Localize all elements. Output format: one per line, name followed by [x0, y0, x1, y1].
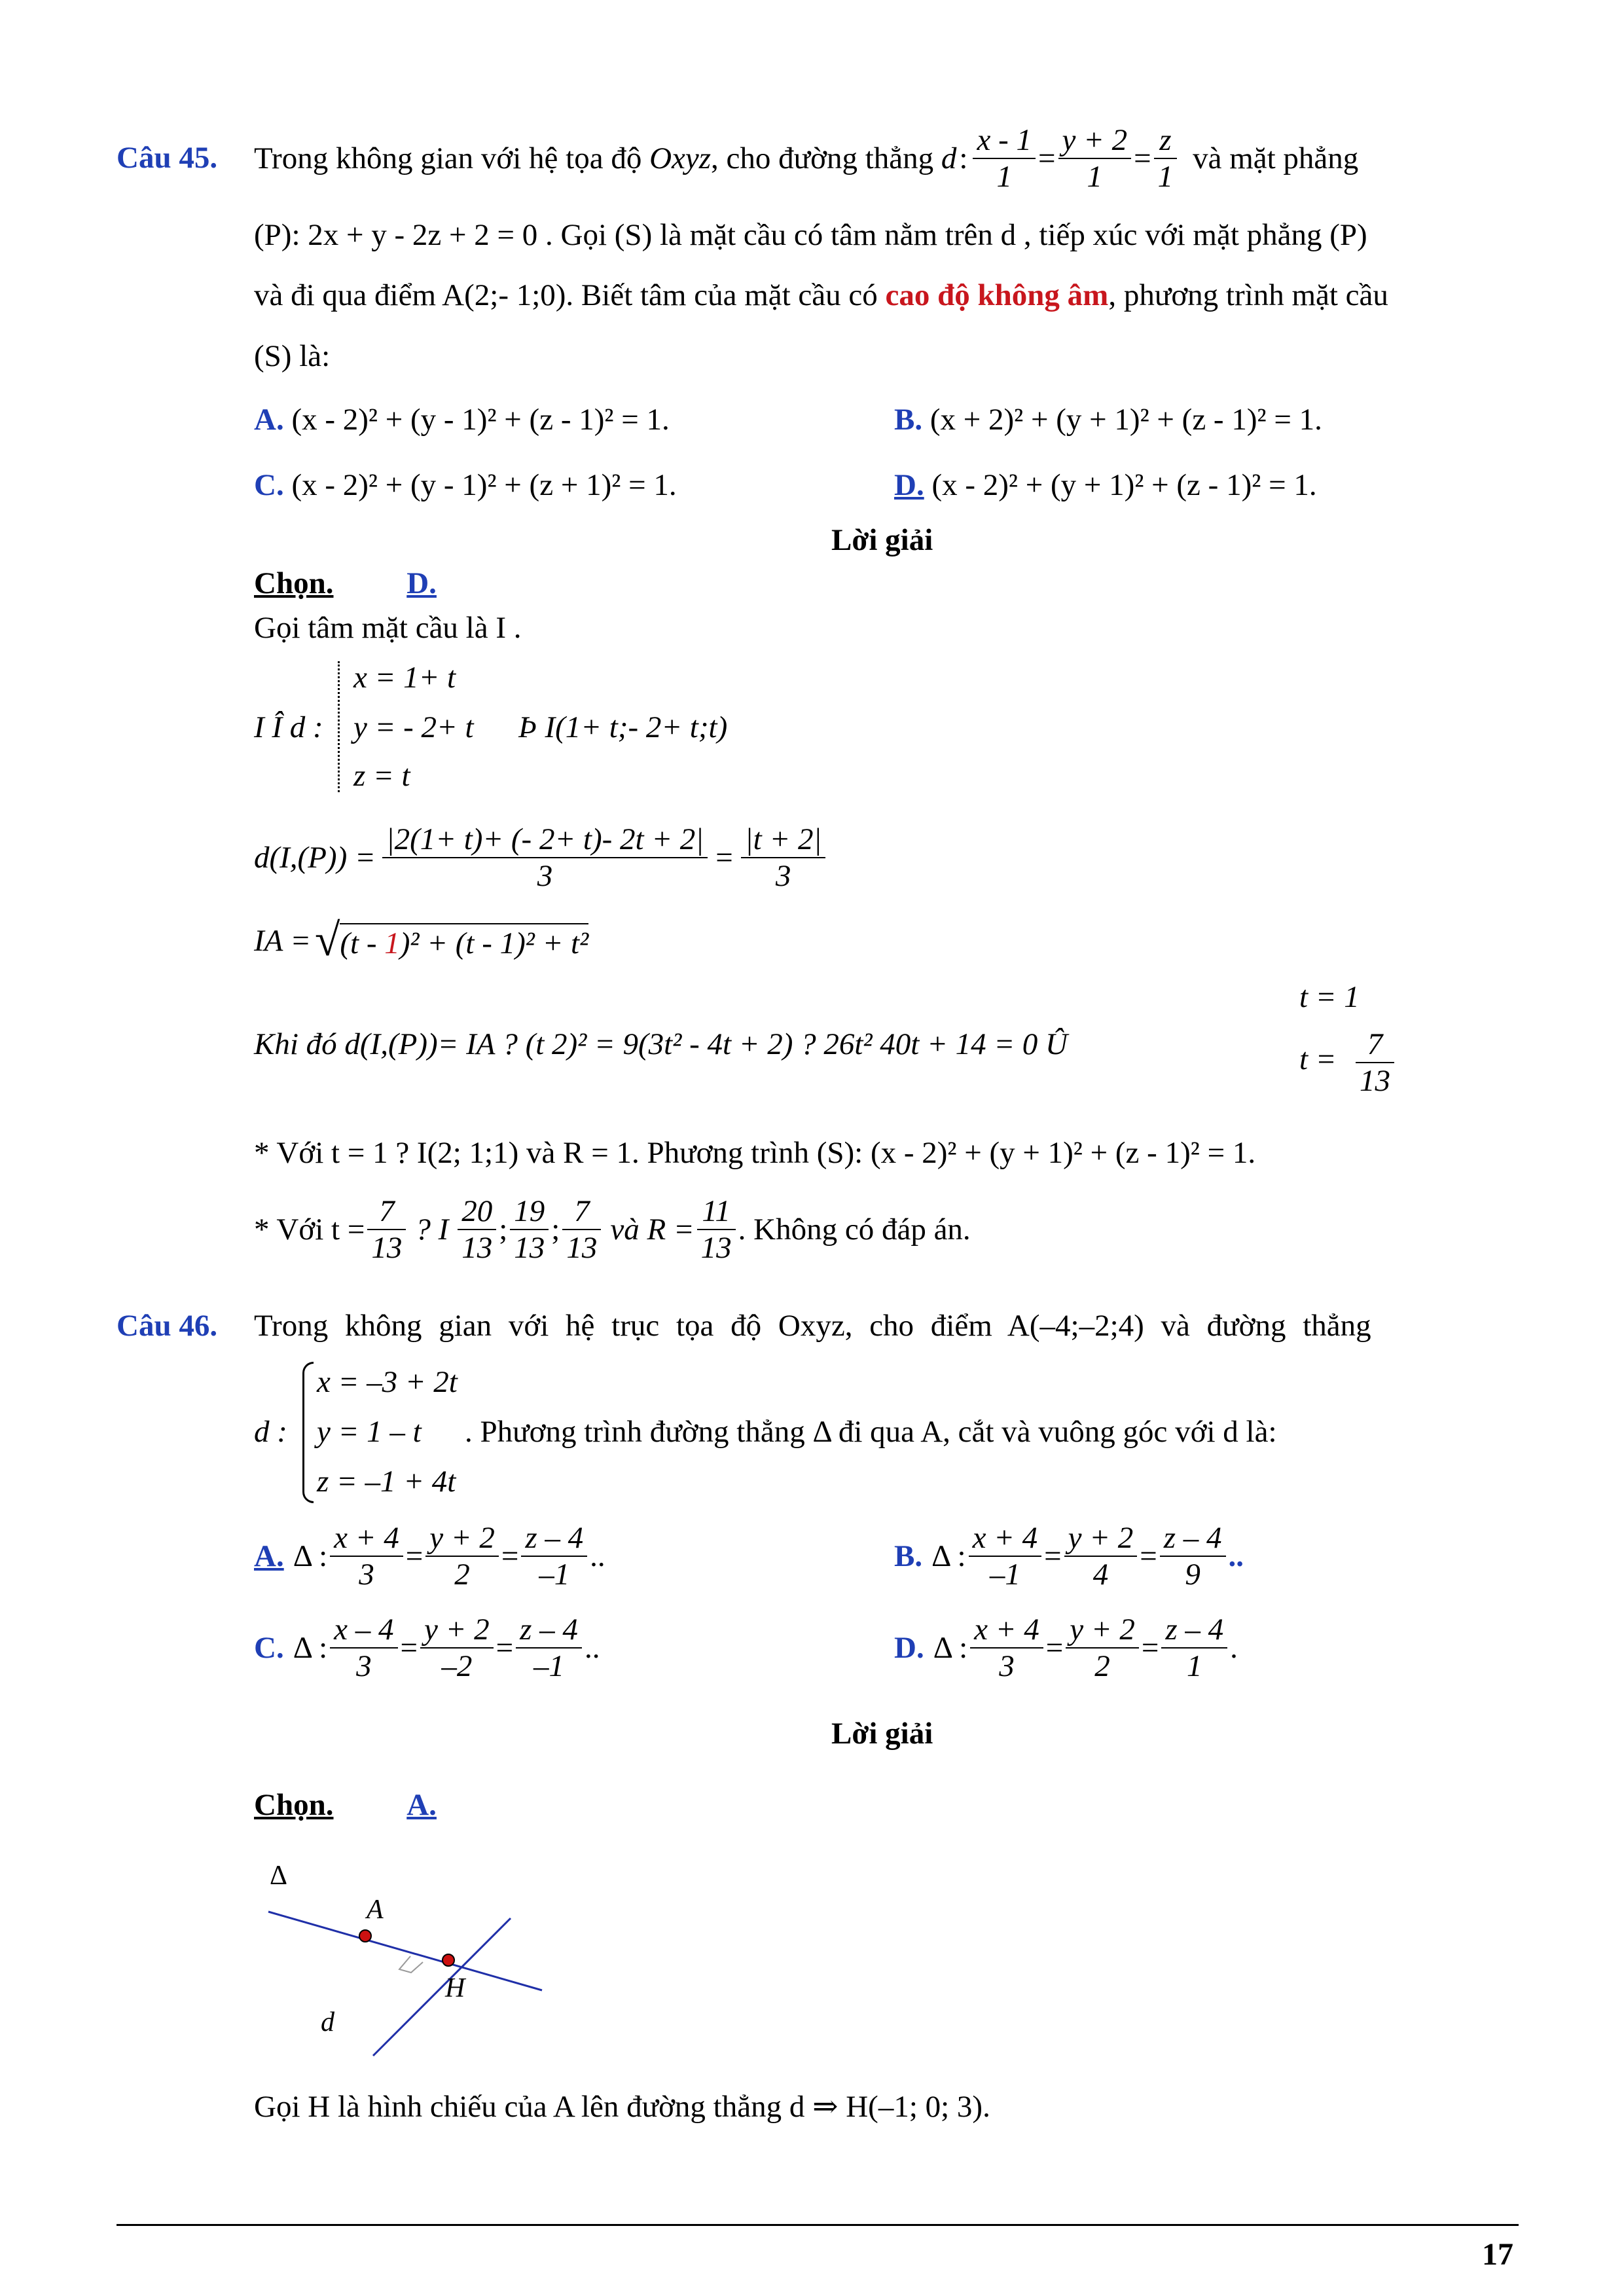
- q46-option-a[interactable]: A. Δ : $\frac{x + 4}{3}$ = $\frac{y + 2}{2}$ = $\frac{z - 4}{-1}$ ..: [254, 1520, 605, 1592]
- q45-case1: * Với t = 1 ? I(2; 1;1) và R = 1. Phương trình (S): (x - 2)² + (y + 1)² + (z - 1)² = 1.: [254, 1136, 1256, 1170]
- q45-frac-z: $\frac{z}{1}$: [1154, 122, 1178, 194]
- q45-answer: D.: [406, 566, 437, 600]
- q45-label: Câu 45.: [117, 141, 218, 175]
- q45-line1-b: , cho đường thẳng: [711, 141, 941, 175]
- q45-line1: Trong không gian với hệ tọa độ Oxyz , cho đường thẳng d : $\frac{x - 1}{1}$ = $\frac{y + 2}{1}$ = $\frac{z}{1}$ và mặt phẳng: [254, 122, 1359, 194]
- delta-line: [268, 1912, 542, 1990]
- q46-last-line: Gọi H là hình chiếu của A lên đường thẳng d ⇒ H(–1; 0; 3).: [254, 2090, 990, 2124]
- footer-rule: [117, 2224, 1519, 2226]
- fig-h-label: H: [445, 1973, 465, 2003]
- q45-khi-do: Khi đó d(I,(P))= IA ? (t 2)² = 9(3t² - 4t + 2) ? 26t² 40t + 14 = 0 Û: [254, 1027, 1068, 1061]
- q46-figure: [249, 1846, 556, 2062]
- q46-option-d[interactable]: D. Δ : $\frac{x + 4}{3}$ = $\frac{y + 2}{2}$ = $\frac{z - 4}{1}$ .: [894, 1612, 1238, 1683]
- q46-option-b[interactable]: B. Δ : $\frac{x + 4}{-1}$ = $\frac{y + 2}{4}$ = $\frac{z - 4}{9}$ ..: [894, 1520, 1244, 1592]
- q46-answer: A.: [406, 1788, 437, 1822]
- q45-solution-title: Lời giải: [831, 523, 933, 557]
- fig-a-label: A: [367, 1895, 384, 1925]
- q46-sys-brace: [302, 1362, 314, 1503]
- q45-option-a[interactable]: A. (x - 2)² + (y - 1)² + (z - 1)² = 1.: [254, 403, 670, 437]
- q45-frac-y: $\frac{y + 2}{1}$: [1058, 122, 1132, 194]
- q46-sys-line-2: y = 1 – t: [317, 1415, 422, 1449]
- q45-sys-result: Þ I(1+ t;- 2+ t;t): [518, 710, 728, 744]
- q45-option-c[interactable]: C. (x - 2)² + (y - 1)² + (z + 1)² = 1.: [254, 468, 677, 502]
- d-line: [373, 1918, 511, 2056]
- q45-case2: * Với t = $\frac{7}{13}$ ? I $\frac{20}{13}$ ; $\frac{19}{13}$ ; $\frac{7}{13}$ và R = $\frac{11}{13}$ . Không có đáp án.: [254, 1194, 971, 1265]
- q45-sys-brace: [338, 661, 344, 792]
- q45-line-d: d: [941, 141, 957, 175]
- q45-line1-end: và mặt phẳng: [1193, 141, 1359, 175]
- q45-sys-line-2: y = - 2+ t: [353, 710, 474, 744]
- q46-chon: Chọn. A.: [254, 1788, 437, 1822]
- q45-distance: d(I,(P)) = $\frac{|2(1+ t)+ (- 2+ t)- 2t + 2|}{3}$ = $\frac{|t + 2|}{3}$: [254, 812, 828, 903]
- q46-line1: Trong không gian với hệ trục tọa độ Oxyz, cho điểm A(–4;–2;4) và đường thẳng: [254, 1309, 1371, 1343]
- q45-option-b[interactable]: B. (x + 2)² + (y + 1)² + (z - 1)² = 1.: [894, 403, 1322, 437]
- q45-line3: và đi qua điểm A(2;- 1;0). Biết tâm của mặt cầu có cao độ không âm, phương trình mặt cầu: [254, 278, 1388, 312]
- q45-frac-x: $\frac{x - 1}{1}$: [973, 122, 1036, 194]
- fig-delta-label: Δ: [270, 1861, 288, 1891]
- q46-sys-line-1: x = –3 + 2t: [317, 1365, 458, 1399]
- q45-case-bottom-prefix: t =: [1299, 1042, 1337, 1076]
- q45-line4: (S) là:: [254, 339, 331, 373]
- q46-option-c[interactable]: C. Δ : $\frac{x - 4}{3}$ = $\frac{y + 2}{-2}$ = $\frac{z - 4}{-1}$ ..: [254, 1612, 600, 1683]
- q45-goi-tam: Gọi tâm mặt cầu là I .: [254, 611, 522, 645]
- q45-sys-prefix: I Î d :: [254, 710, 323, 744]
- q45-case-top: t = 1: [1299, 980, 1360, 1014]
- point-h: [442, 1954, 454, 1966]
- fig-d-label: d: [321, 2007, 334, 2037]
- q46-sys-line-3: z = –1 + 4t: [317, 1465, 456, 1499]
- q45-line1-a: Trong không gian với hệ tọa độ: [254, 141, 650, 175]
- page-number: 17: [1482, 2237, 1513, 2272]
- q45-chon: Chọn. D.: [254, 566, 437, 600]
- q45-oxyz: Oxyz: [649, 141, 712, 175]
- q46-d-prefix: d :: [254, 1415, 287, 1449]
- point-a: [359, 1930, 371, 1942]
- q46-label: Câu 46.: [117, 1309, 218, 1343]
- q45-option-d[interactable]: D. (x - 2)² + (y + 1)² + (z - 1)² = 1.: [894, 468, 1317, 502]
- q45-sys-line-1: x = 1+ t: [353, 661, 456, 695]
- q46-line2: . Phương trình đường thẳng Δ đi qua A, cắt và vuông góc với d là:: [465, 1415, 1277, 1449]
- q45-line2: (P): 2x + y - 2z + 2 = 0 . Gọi (S) là mặt cầu có tâm nằm trên d , tiếp xúc với mặt phẳng (P): [254, 218, 1367, 252]
- q45-highlight: cao độ không âm: [885, 278, 1109, 312]
- q45-sys-line-3: z = t: [353, 759, 410, 793]
- right-angle-mark: [399, 1956, 423, 1973]
- q46-solution-title: Lời giải: [831, 1717, 933, 1751]
- q45-ia: IA = √ (t - 1)² + (t - 1)² + t²: [254, 915, 589, 966]
